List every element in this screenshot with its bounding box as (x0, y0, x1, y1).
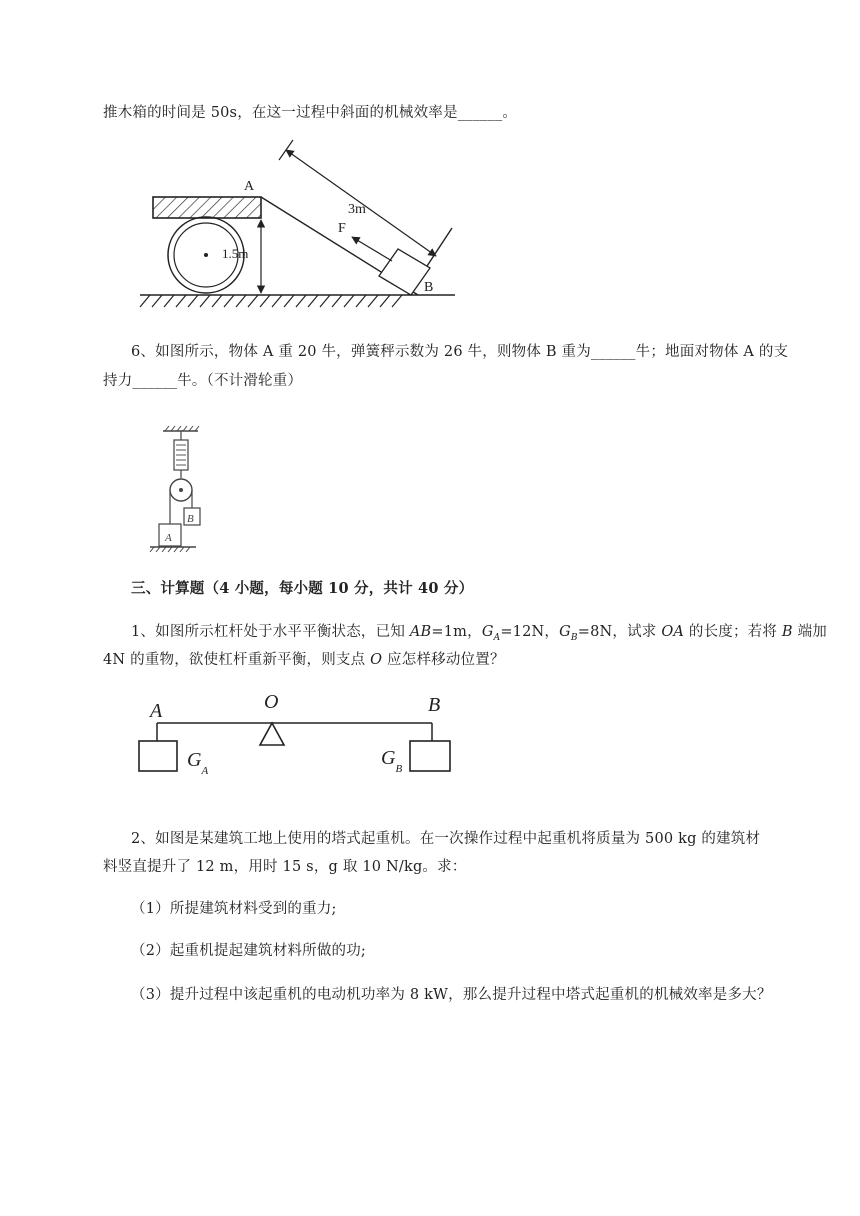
label-b: B (424, 280, 434, 295)
block-a-label: A (165, 532, 172, 544)
section3-heading: 三、计算题（4 小题，每小题 10 分，共计 40 分） (131, 580, 474, 597)
q6-line1: 6、如图所示，物体 A 重 20 牛，弹簧秤示数为 26 牛，则物体 B 重为______牛；地面对物体 A 的支 (131, 344, 789, 360)
p1-ga-sub: A (493, 632, 501, 643)
p2-line2: 料竖直提升了 12 m，用时 15 s，g 取 10 N/kg。求： (103, 859, 467, 875)
q6-line2: 持力______牛。（不计滑轮重） (103, 373, 303, 389)
label-a: A (244, 179, 255, 194)
lever-ga-sub: A (201, 765, 209, 777)
p1-text-h: 应怎样移动位置？ (382, 652, 505, 668)
p1-b-end: B (781, 624, 793, 640)
lever-gb: G (381, 747, 396, 769)
p1-ga: G (481, 624, 494, 640)
fulcrum (260, 723, 284, 745)
p1-text-g: 4N 的重物，欲使杠杆重新平衡，则支点 (103, 652, 371, 668)
p1-ab: AB (409, 624, 432, 640)
p1-text-f: 端加 (792, 624, 827, 640)
block-b-label: B (187, 513, 194, 525)
p2-sub3: （3）提升过程中该起重机的电动机功率为 8 kW，那么提升过程中塔式起重机的机械效率是多大？ (131, 987, 772, 1003)
weight-a (139, 741, 177, 771)
lever-weight-a-label (187, 749, 208, 777)
p1-gb-sub: B (570, 632, 578, 643)
p1-gb: G (559, 624, 571, 640)
length-label: 3m (348, 202, 366, 217)
p1-text-b: =1m， (431, 624, 482, 640)
label-force: F (338, 221, 346, 236)
p1-text-c: =12N， (500, 624, 560, 640)
p1-oa: OA (661, 624, 685, 640)
p1-text-a: 1、如图所示杠杆处于水平平衡状态，已知 (131, 624, 410, 640)
lever-label-b: B (428, 694, 441, 716)
lever-gb-sub: B (395, 763, 403, 775)
intro-line: 推木箱的时间是 50s，在这一过程中斜面的机械效率是______。 (103, 105, 518, 121)
p2-line1: 2、如图是某建筑工地上使用的塔式起重机。在一次操作过程中起重机将质量为 500 kg 的建筑材 (131, 831, 761, 847)
p2-sub2: （2）起重机提起建筑材料所做的功; (131, 943, 367, 959)
weight-b (410, 741, 450, 771)
p1-text-e: 的长度；若将 (684, 624, 782, 640)
lever-label-a: A (150, 700, 163, 722)
p1-text-d: =8N，试求 (577, 624, 662, 640)
lever-ga: G (187, 749, 202, 771)
lever-label-o: O (264, 691, 279, 713)
height-label: 1.5m (222, 246, 249, 261)
p2-sub1: （1）所提建筑材料受到的重力; (131, 901, 337, 917)
lever-weight-b-label (381, 747, 402, 775)
p1-o: O (370, 652, 383, 668)
